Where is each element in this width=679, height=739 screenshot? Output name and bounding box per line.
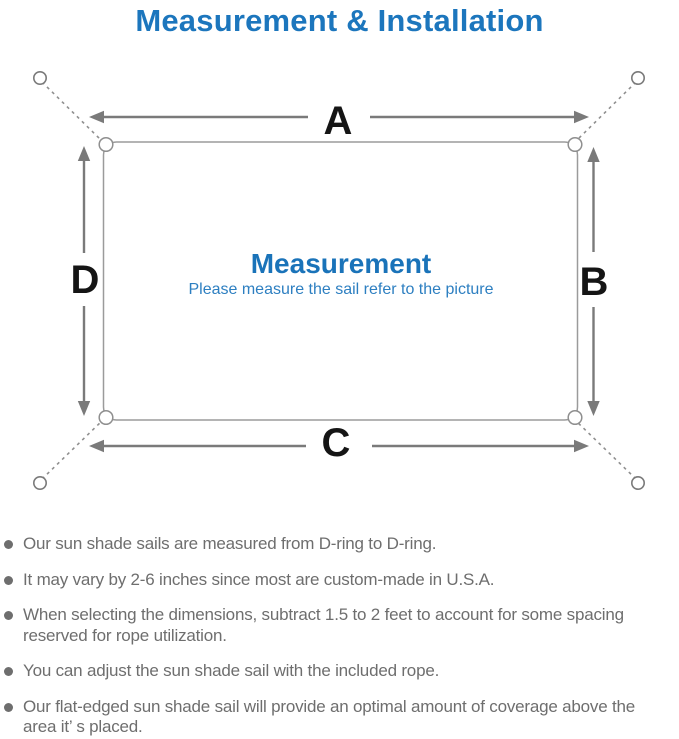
dimension-label-c: C bbox=[321, 421, 351, 465]
note-text: You can adjust the sun shade sail with the included rope. bbox=[23, 661, 440, 680]
d-ring-icon-top-left bbox=[99, 138, 113, 152]
note-item bbox=[0, 570, 679, 591]
note-item bbox=[0, 697, 679, 738]
bullet-icon bbox=[4, 667, 13, 676]
rope-dashed-line-top-left bbox=[42, 82, 104, 143]
d-ring-icon-bottom-right bbox=[568, 411, 582, 425]
anchor-ring-icon-bottom-left bbox=[34, 477, 46, 489]
dimension-label-b: B bbox=[579, 260, 609, 304]
anchor-ring-icon-top-left bbox=[34, 72, 46, 84]
measurement-notes-list bbox=[0, 534, 679, 739]
note-item bbox=[0, 605, 679, 646]
dimension-arrow-icon-c-right-head bbox=[574, 440, 589, 452]
d-ring-icon-top-right bbox=[568, 138, 582, 152]
note-text: It may vary by 2-6 inches since most are custom-made in U.S.A. bbox=[23, 569, 495, 589]
anchor-ring-icon-top-right bbox=[632, 72, 644, 84]
dimension-arrow-icon-a-left-head bbox=[89, 111, 104, 123]
dimension-arrow-icon-d-down-head bbox=[78, 401, 90, 416]
rope-dashed-line-bottom-right bbox=[574, 419, 636, 479]
note-text: Our flat-edged sun shade sail will provide an optimal amount of coverage above the area it’ s placed. bbox=[23, 696, 636, 736]
measurement-subtitle: Please measure the sail refer to the picture bbox=[188, 281, 494, 298]
d-ring-icon-bottom-left bbox=[99, 411, 113, 425]
dimension-arrow-icon-b-down-head bbox=[587, 401, 599, 416]
dimension-arrow-icon-a-right-head bbox=[574, 111, 589, 123]
dimension-label-d: D bbox=[70, 258, 100, 302]
dimension-label-a: A bbox=[323, 99, 353, 143]
note-item bbox=[0, 661, 679, 682]
bullet-icon bbox=[4, 611, 13, 620]
note-text: When selecting the dimensions, subtract 1.5 to 2 feet to account for some spacing reserved for rope utilization. bbox=[23, 605, 624, 645]
note-item bbox=[0, 534, 679, 555]
page-title: Measurement & Installation bbox=[135, 3, 544, 38]
note-text: Our sun shade sails are measured from D-ring to D-ring. bbox=[23, 534, 437, 553]
bullet-icon bbox=[4, 703, 13, 712]
rope-dashed-line-top-right bbox=[574, 82, 636, 143]
anchor-ring-icon-bottom-right bbox=[632, 477, 644, 489]
dimension-arrow-icon-d-up-head bbox=[78, 146, 90, 161]
bullet-icon bbox=[4, 576, 13, 585]
dimension-arrow-icon-c-left-head bbox=[89, 440, 104, 452]
rope-dashed-line-bottom-left bbox=[42, 419, 104, 479]
measurement-heading: Measurement bbox=[250, 248, 432, 279]
dimension-arrow-icon-b-up-head bbox=[587, 147, 599, 162]
bullet-icon bbox=[4, 540, 13, 549]
